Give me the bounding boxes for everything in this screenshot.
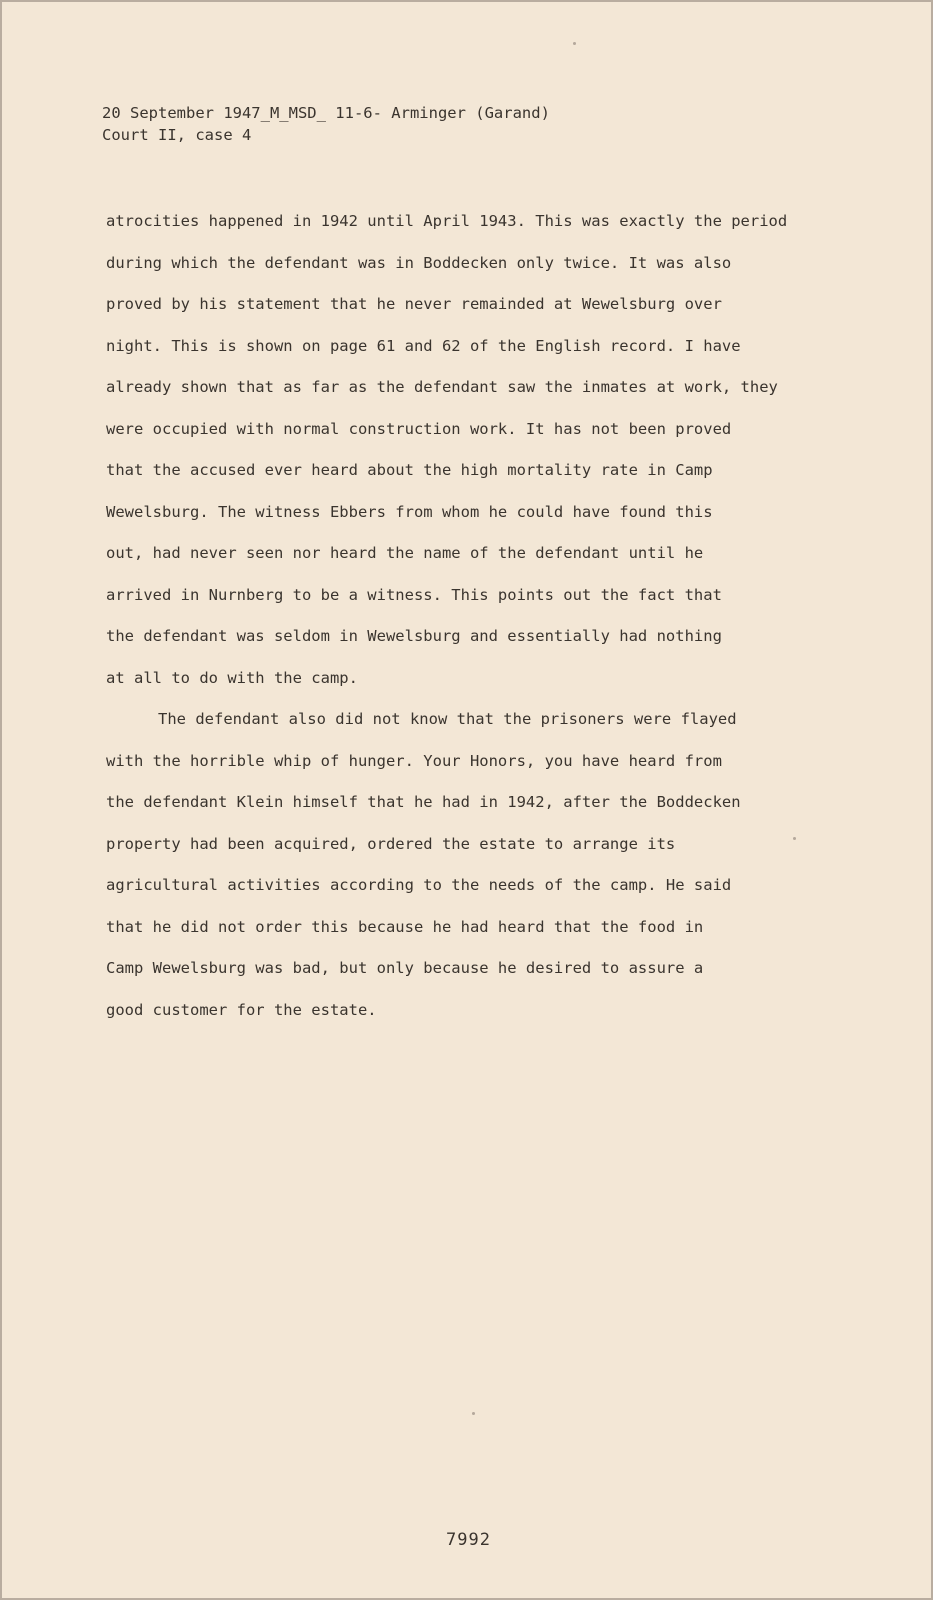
- header-court-line: Court II, case 4: [102, 126, 252, 144]
- body-line: were occupied with normal construction work. It has not been proved: [106, 419, 732, 438]
- body-line: Wewelsburg. The witness Ebbers from whom he could have found this: [106, 502, 713, 521]
- body-line: agricultural activities according to the needs of the camp. He said: [106, 876, 732, 894]
- body-line: that he did not order this because he had heard that the food in: [106, 917, 704, 936]
- body-line: out, had never seen nor heard the name of the defendant until he: [106, 544, 704, 562]
- body-line: during which the defendant was in Boddecken only twice. It was also: [106, 253, 732, 272]
- body-line: with the horrible whip of hunger. Your Honors, you have heard from: [106, 751, 722, 770]
- body-line: that the accused ever heard about the high mortality rate in Camp: [106, 461, 713, 479]
- body-line: at all to do with the camp.: [106, 668, 358, 687]
- body-line: arrived in Nurnberg to be a witness. This points out the fact that: [106, 585, 722, 604]
- body-line: property had been acquired, ordered the estate to arrange its: [106, 834, 676, 853]
- body-line: good customer for the estate.: [106, 1000, 377, 1019]
- body-line: night. This is shown on page 61 and 62 of the English record. I have: [106, 336, 741, 355]
- body-line: already shown that as far as the defendant saw the inmates at work, they: [106, 378, 778, 396]
- paper-speck: [472, 1412, 475, 1415]
- body-line: the defendant Klein himself that he had in 1942, after the Boddecken: [106, 793, 741, 811]
- body-line: proved by his statement that he never remainded at Wewelsburg over: [106, 295, 722, 313]
- paper-speck: [573, 42, 576, 45]
- body-line: atrocities happened in 1942 until April 1943. This was exactly the period: [106, 212, 788, 230]
- page-number: 7992: [446, 1530, 491, 1550]
- document-body: [106, 201, 866, 1031]
- body-line: the defendant was seldom in Wewelsburg and essentially had nothing: [106, 627, 722, 645]
- paper-speck: [793, 837, 796, 840]
- document-header: [102, 102, 550, 146]
- header-date-line: 20 September 1947_M_MSD_ 11-6- Arminger (Garand): [102, 104, 550, 122]
- body-line-paragraph-start: The defendant also did not know that the prisoners were flayed: [158, 710, 737, 728]
- body-line: Camp Wewelsburg was bad, but only because he desired to assure a: [106, 959, 704, 977]
